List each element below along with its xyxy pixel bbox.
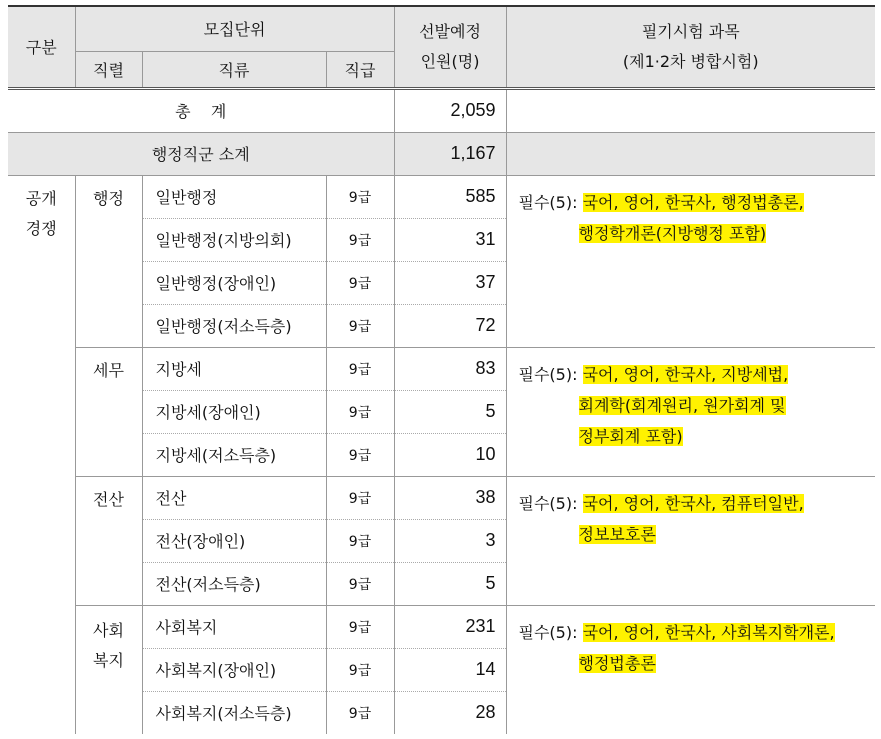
grade-cell: 9급: [326, 433, 394, 476]
count-cell: 3: [394, 519, 506, 562]
category-line1: 공개: [25, 188, 57, 208]
grade-cell: 9급: [326, 648, 394, 691]
count-cell: 5: [394, 562, 506, 605]
jikryeol-line2: 복지: [93, 650, 124, 670]
table-row: [8, 476, 875, 519]
subject-cell: [506, 605, 875, 734]
jikryeol-line1: 사회: [93, 620, 124, 640]
jikryu-cell: 사회복지(장애인): [142, 648, 326, 691]
table-row: [8, 605, 875, 648]
header-mojip: 모집단위: [75, 6, 394, 51]
subject-line: 국어, 영어, 한국사, 사회복지학개론,: [582, 622, 835, 642]
count-cell: 31: [394, 218, 506, 261]
category-line2: 경쟁: [25, 218, 57, 238]
subject-line: 행정학개론(지방행정 포함): [578, 223, 767, 243]
count-cell: 37: [394, 261, 506, 304]
subject-line: 국어, 영어, 한국사, 컴퓨터일반,: [582, 493, 804, 513]
grade-cell: 9급: [326, 175, 394, 218]
count-cell: 28: [394, 691, 506, 734]
count-cell: 83: [394, 347, 506, 390]
recruitment-table: [8, 5, 875, 734]
count-cell: 38: [394, 476, 506, 519]
jikryeol-cell: 행정: [75, 175, 142, 347]
grade-cell: 9급: [326, 691, 394, 734]
total-label: 총 계: [8, 88, 394, 132]
jikryu-cell: 사회복지: [142, 605, 326, 648]
header-count-line1: 선발예정: [419, 21, 481, 41]
grade-cell: 9급: [326, 476, 394, 519]
jikryu-cell: 일반행정(지방의회): [142, 218, 326, 261]
subject-cell: [506, 175, 875, 347]
subject-prefix: 필수(5):: [518, 364, 578, 384]
subject-line: 국어, 영어, 한국사, 지방세법,: [582, 364, 789, 384]
count-cell: 5: [394, 390, 506, 433]
grade-cell: 9급: [326, 304, 394, 347]
header-subject-line2: (제1·2차 병합시험): [622, 51, 759, 71]
header-gubun: 구분: [8, 6, 75, 88]
grade-cell: 9급: [326, 261, 394, 304]
table-row: [8, 347, 875, 390]
jikryeol-cell: 전산: [75, 476, 142, 605]
count-cell: 14: [394, 648, 506, 691]
subject-line: 정보보호론: [578, 524, 656, 544]
table-row: [8, 175, 875, 218]
grade-cell: 9급: [326, 347, 394, 390]
count-cell: 231: [394, 605, 506, 648]
jikryu-cell: 지방세(장애인): [142, 390, 326, 433]
subject-line: 회계학(회계원리, 원가회계 및: [578, 395, 786, 415]
count-cell: 72: [394, 304, 506, 347]
subject-prefix: 필수(5):: [518, 192, 578, 212]
subtotal-value: 1,167: [394, 132, 506, 175]
count-cell: 585: [394, 175, 506, 218]
total-value: 2,059: [394, 88, 506, 132]
subject-line: 국어, 영어, 한국사, 행정법총론,: [582, 192, 804, 212]
subject-line: 정부회계 포함): [578, 426, 683, 446]
jikryu-cell: 전산: [142, 476, 326, 519]
grade-cell: 9급: [326, 218, 394, 261]
jikryu-cell: 전산(장애인): [142, 519, 326, 562]
subject-cell: [506, 476, 875, 605]
grade-cell: 9급: [326, 605, 394, 648]
header-subject: [506, 6, 875, 88]
jikryeol-cell: 세무: [75, 347, 142, 476]
header-count: [394, 6, 506, 88]
grade-cell: 9급: [326, 562, 394, 605]
header-jikryeol: 직렬: [75, 51, 142, 88]
header-subject-line1: 필기시험 과목: [641, 21, 740, 41]
category-cell: [8, 175, 75, 734]
header-jikryu: 직류: [142, 51, 326, 88]
jikryu-cell: 일반행정(저소득층): [142, 304, 326, 347]
jikryeol-cell: [75, 605, 142, 734]
count-cell: 10: [394, 433, 506, 476]
subject-prefix: 필수(5):: [518, 493, 578, 513]
header-jikgeup: 직급: [326, 51, 394, 88]
grade-cell: 9급: [326, 390, 394, 433]
subject-cell: [506, 347, 875, 476]
grade-cell: 9급: [326, 519, 394, 562]
jikryu-cell: 일반행정(장애인): [142, 261, 326, 304]
subject-prefix: 필수(5):: [518, 622, 578, 642]
jikryu-cell: 지방세(저소득층): [142, 433, 326, 476]
jikryu-cell: 전산(저소득층): [142, 562, 326, 605]
subtotal-label: 행정직군 소계: [8, 132, 394, 175]
subtotal-subject: [506, 132, 875, 175]
jikryu-cell: 일반행정: [142, 175, 326, 218]
jikryu-cell: 지방세: [142, 347, 326, 390]
jikryu-cell: 사회복지(저소득층): [142, 691, 326, 734]
header-count-line2: 인원(명): [420, 51, 480, 71]
total-subject: [506, 88, 875, 132]
subject-line: 행정법총론: [578, 653, 656, 673]
